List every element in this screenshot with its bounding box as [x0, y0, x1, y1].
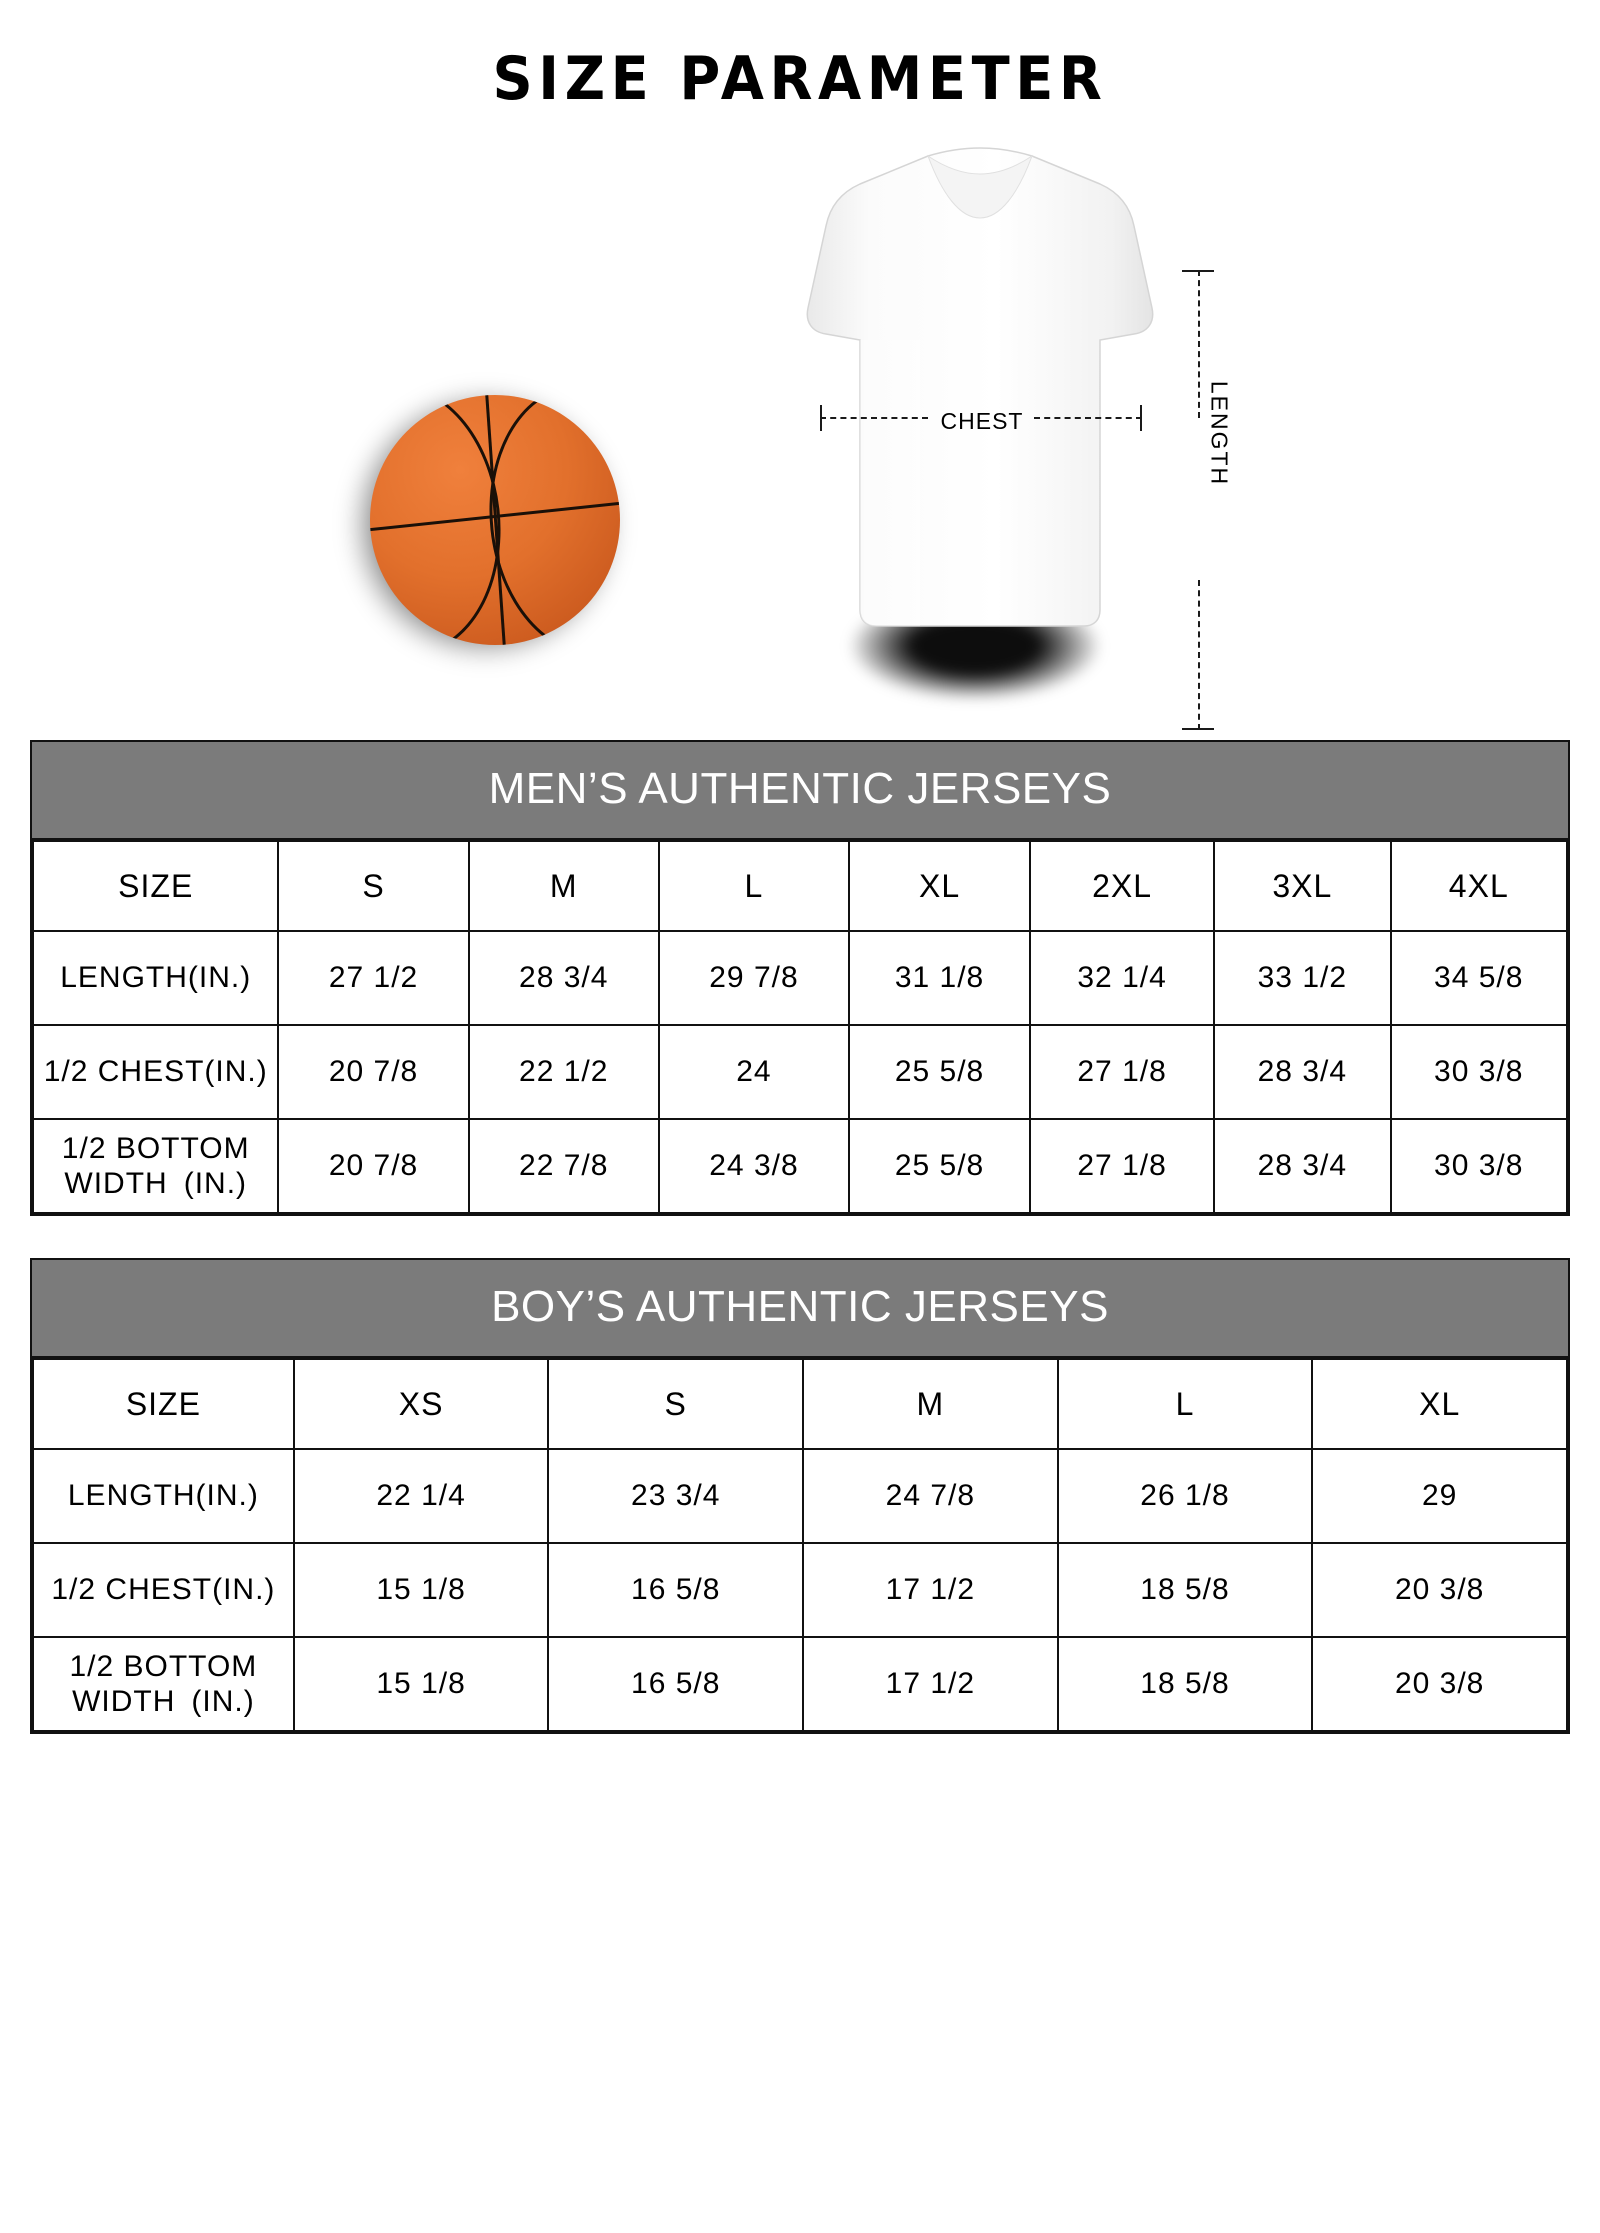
mens-table [32, 840, 1568, 1214]
table-cell: 20 7/8 [278, 1025, 468, 1119]
row-label-line2: WIDTH (IN.) [64, 1167, 248, 1200]
illustration-band [30, 120, 1570, 740]
table-row [33, 1025, 1567, 1119]
length-label: LENGTH [1206, 380, 1233, 487]
table-cell: 18 5/8 [1058, 1637, 1313, 1731]
table-cell: 20 3/8 [1312, 1543, 1567, 1637]
table-cell: S [278, 841, 468, 931]
table-cell: 15 1/8 [294, 1543, 549, 1637]
row-label: SIZE [33, 841, 278, 931]
table-row [33, 1637, 1567, 1731]
jersey-graphic [800, 140, 1160, 660]
chest-dash-left [820, 417, 928, 419]
table-cell: 27 1/2 [278, 931, 468, 1025]
length-measure-line [1180, 270, 1260, 730]
row-label-line1: 1/2 BOTTOM [61, 1131, 250, 1165]
jersey-icon [800, 140, 1160, 720]
length-dash-bottom [1198, 580, 1200, 730]
table-cell: 27 1/8 [1030, 1119, 1214, 1213]
table-cell: 30 3/8 [1391, 1119, 1567, 1213]
boys-size-table [30, 1258, 1570, 1734]
page-title: SIZE PARAMETER [492, 44, 1108, 114]
length-cap-bottom [1182, 728, 1214, 730]
table-cell: 2XL [1030, 841, 1214, 931]
table-cell: XL [849, 841, 1030, 931]
table-cell: 20 7/8 [278, 1119, 468, 1213]
table-cell: 33 1/2 [1214, 931, 1390, 1025]
length-dash-top [1198, 270, 1200, 418]
table-cell: 18 5/8 [1058, 1543, 1313, 1637]
chest-dash-right [1034, 417, 1142, 419]
table-cell: 29 7/8 [659, 931, 849, 1025]
table-cell: 17 1/2 [803, 1637, 1058, 1731]
table-cell: XL [1312, 1359, 1567, 1449]
boys-table [32, 1358, 1568, 1732]
table-cell: S [548, 1359, 803, 1449]
table-cell: 23 3/4 [548, 1449, 803, 1543]
table-cell: M [469, 841, 659, 931]
chest-label: CHEST [940, 408, 1024, 434]
table-cell: 30 3/8 [1391, 1025, 1567, 1119]
table-cell: 4XL [1391, 841, 1567, 931]
table-cell: XS [294, 1359, 549, 1449]
row-label-line2: WIDTH (IN.) [72, 1685, 255, 1718]
table-cell: M [803, 1359, 1058, 1449]
table-cell: 25 5/8 [849, 1025, 1030, 1119]
table-cell: 28 3/4 [1214, 1025, 1390, 1119]
basketball-icon [330, 370, 630, 670]
table-row [33, 841, 1567, 931]
basketball-seam-curve-right [476, 395, 620, 645]
table-cell: 22 7/8 [469, 1119, 659, 1213]
table-cell: 29 [1312, 1449, 1567, 1543]
boys-table-header: BOY’S AUTHENTIC JERSEYS [32, 1260, 1568, 1358]
table-cell: 32 1/4 [1030, 931, 1214, 1025]
table-row [33, 1543, 1567, 1637]
table-cell: 24 7/8 [803, 1449, 1058, 1543]
table-row [33, 931, 1567, 1025]
chest-measure-line [820, 408, 1142, 434]
table-cell: 34 5/8 [1391, 931, 1567, 1025]
row-label: 1/2 CHEST(IN.) [33, 1025, 278, 1119]
mens-table-header: MEN’S AUTHENTIC JERSEYS [32, 742, 1568, 840]
table-cell: 28 3/4 [1214, 1119, 1390, 1213]
basketball-graphic [370, 395, 620, 645]
table-cell: 27 1/8 [1030, 1025, 1214, 1119]
table-cell: L [659, 841, 849, 931]
table-row [33, 1359, 1567, 1449]
table-cell: 16 5/8 [548, 1637, 803, 1731]
table-cell: 17 1/2 [803, 1543, 1058, 1637]
table-cell: 24 [659, 1025, 849, 1119]
chest-cap-right [1140, 405, 1142, 431]
table-row [33, 1449, 1567, 1543]
table-cell: 26 1/8 [1058, 1449, 1313, 1543]
row-label [33, 1119, 278, 1213]
row-label [33, 1637, 294, 1731]
row-label-line1: 1/2 BOTTOM [69, 1649, 258, 1683]
table-cell: 24 3/8 [659, 1119, 849, 1213]
table-cell: 20 3/8 [1312, 1637, 1567, 1731]
table-cell: 3XL [1214, 841, 1390, 931]
table-row [33, 1119, 1567, 1213]
table-cell: L [1058, 1359, 1313, 1449]
table-cell: 22 1/4 [294, 1449, 549, 1543]
table-cell: 16 5/8 [548, 1543, 803, 1637]
row-label: LENGTH(IN.) [33, 1449, 294, 1543]
table-cell: 15 1/8 [294, 1637, 549, 1731]
row-label: LENGTH(IN.) [33, 931, 278, 1025]
row-label: 1/2 CHEST(IN.) [33, 1543, 294, 1637]
row-label: SIZE [33, 1359, 294, 1449]
table-cell: 28 3/4 [469, 931, 659, 1025]
mens-size-table [30, 740, 1570, 1216]
table-cell: 22 1/2 [469, 1025, 659, 1119]
table-cell: 31 1/8 [849, 931, 1030, 1025]
table-cell: 25 5/8 [849, 1119, 1030, 1213]
